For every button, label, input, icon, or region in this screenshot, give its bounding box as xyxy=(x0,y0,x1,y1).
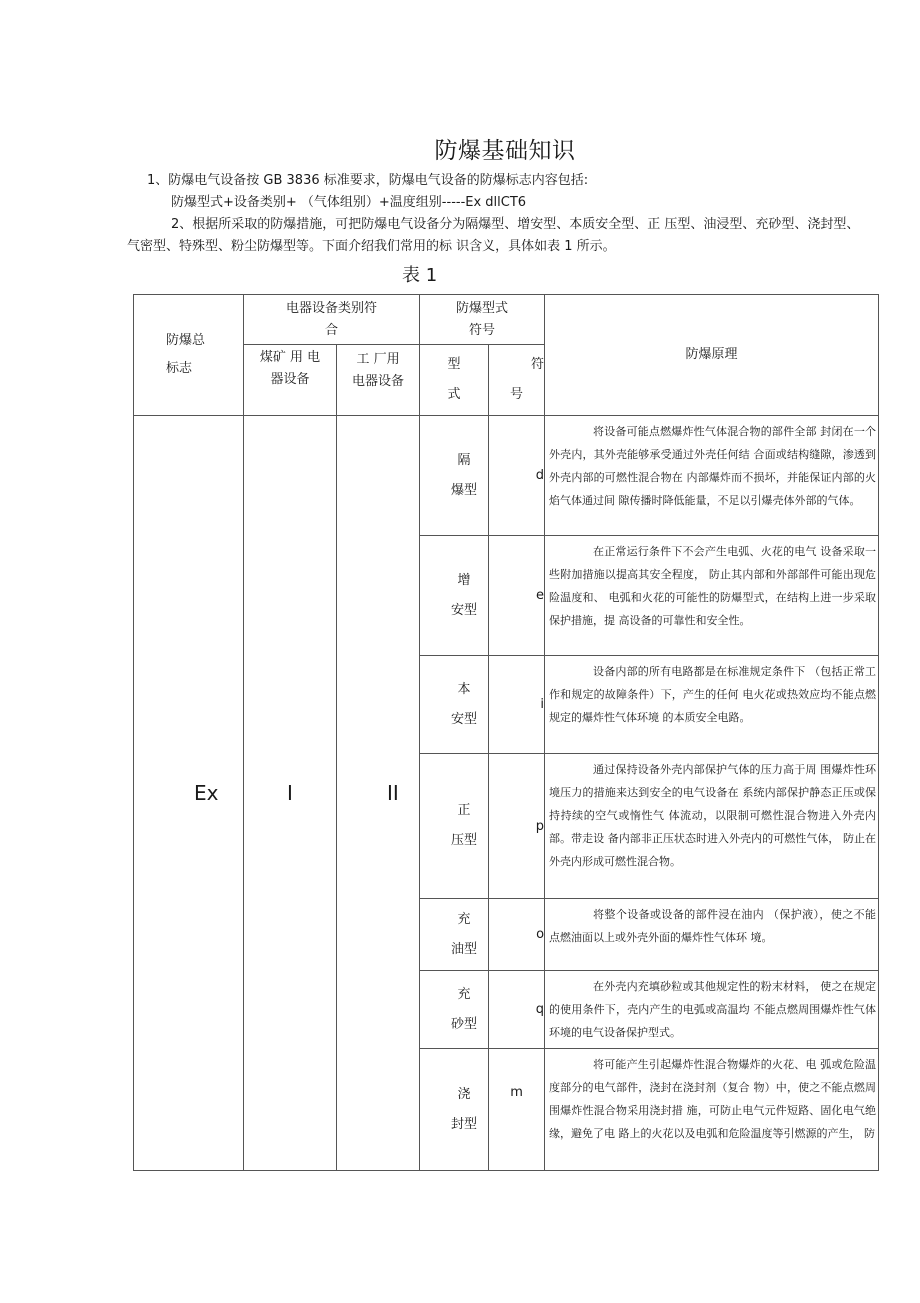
intro-line-1: 1、防爆电气设备按 GB 3836 标准要求，防爆电气设备的防爆标志内容包括: xyxy=(147,173,589,188)
type-cell-5: 充 砂型 xyxy=(420,971,489,1049)
header-type-symbol: 防爆型式 符号 xyxy=(420,295,545,345)
symbol-cell-5: q xyxy=(489,971,545,1049)
type-cell-0: 隔 爆型 xyxy=(420,416,489,536)
symbol-cell-3: p xyxy=(489,754,545,899)
type-cell-1: 增 安型 xyxy=(420,536,489,656)
symbol-cell-6: m xyxy=(489,1049,545,1171)
type-cell-6: 浇 封型 xyxy=(420,1049,489,1171)
principle-cell-3: 通过保持设备外壳内部保护气体的压力高于周 围爆炸性环境压力的措施来达到安全的电气设备在 系统内部保护静态正压或保持持续的空气或惰性气 体流动，以限制可燃性混合物进入外壳内部。带走设 备内部非正压状态时进入外壳内的可燃性气体， 防止在外壳内形成可燃性混合物。 xyxy=(545,754,879,899)
principle-cell-2: 设备内部的所有电路都是在标准规定条件下 （包括正常工作和规定的故障条件）下，产生的任何 电火花或热效应均不能点燃规定的爆炸性气体环境 的本质安全电路。 xyxy=(545,656,879,754)
principle-cell-5: 在外壳内充填砂粒或其他规定性的粉末材料， 使之在规定的使用条件下，壳内产生的电弧或高温均 不能点燃周围爆炸性气体环境的电气设备保护型式。 xyxy=(545,971,879,1049)
type-cell-2: 本 安型 xyxy=(420,656,489,754)
principle-cell-4: 将整个设备或设备的部件浸在油内 （保护液），使之不能点燃油面以上或外壳外面的爆炸性气体环 境。 xyxy=(545,899,879,971)
header-factory: 工 厂用 电器设备 xyxy=(337,345,420,416)
table-caption: 表 1 xyxy=(402,265,438,286)
factory-value: II xyxy=(337,416,420,1171)
mine-value: I xyxy=(244,416,337,1171)
principle-cell-6: 将可能产生引起爆炸性混合物爆炸的火花、电 弧或危险温度部分的电气部件，浇封在浇封剂（复合 物）中，使之不能点燃周围爆炸性混合物采用浇封措 施，可防止电气元件短路、固化电气绝缘，避免了电 路上的火花以及电弧和危险温度等引燃源的产生， 防 xyxy=(545,1049,879,1171)
header-symbol-char: 符 xyxy=(531,357,545,372)
intro-line-3: 2、根据所采取的防爆措施，可把防爆电气设备分为隔爆型、增安型、本质安全型、正 压型、油浸型、充砂型、浇封型、 xyxy=(171,217,860,232)
principle-cell-0: 将设备可能点燃爆炸性气体混合物的部件全部 封闭在一个外壳内，其外壳能够承受通过外壳任何结 合面或结构缝隙，渗透到外壳内部的可燃性混合物在 内部爆炸而不损坏，并能保证内部的火焰气体通过间 隙传播时降低能量，不足以引爆壳体外部的气体。 xyxy=(545,416,879,536)
type-cell-3: 正 压型 xyxy=(420,754,489,899)
intro-line-4: 气密型、特殊型、粉尘防爆型等。下面介绍我们常用的标 识含义，具体如表 1 所示。 xyxy=(127,239,616,254)
symbol-cell-2: i xyxy=(489,656,545,754)
header-symbol-word: 号 xyxy=(510,387,524,402)
mark-value: Ex xyxy=(134,416,244,1171)
header-mine: 煤矿 用 电 器设备 xyxy=(244,345,337,416)
header-principle: 防爆原理 xyxy=(545,295,879,416)
header-symbol xyxy=(489,345,545,416)
explosion-protection-table xyxy=(133,294,879,1171)
header-type: 型 式 xyxy=(420,345,489,416)
header-mark: 防爆总 标志 xyxy=(134,295,244,416)
intro-line-2: 防爆型式+设备类别+ （气体组别）+温度组别-----Ex dllCT6 xyxy=(171,195,527,210)
principle-cell-1: 在正常运行条件下不会产生电弧、火花的电气 设备采取一些附加措施以提高其安全程度， 防止其内部和外部部件可能出现危险温度和、 电弧和火花的可能性的防爆型式，在结构上进一步采取保护措施，提 高设备的可靠性和安全性。 xyxy=(545,536,879,656)
type-cell-4: 充 油型 xyxy=(420,899,489,971)
symbol-cell-1: e xyxy=(489,536,545,656)
header-category: 电器设备类别符 合 xyxy=(244,295,420,345)
symbol-cell-0: d xyxy=(489,416,545,536)
symbol-cell-4: o xyxy=(489,899,545,971)
page-title: 防爆基础知识 xyxy=(434,138,576,164)
